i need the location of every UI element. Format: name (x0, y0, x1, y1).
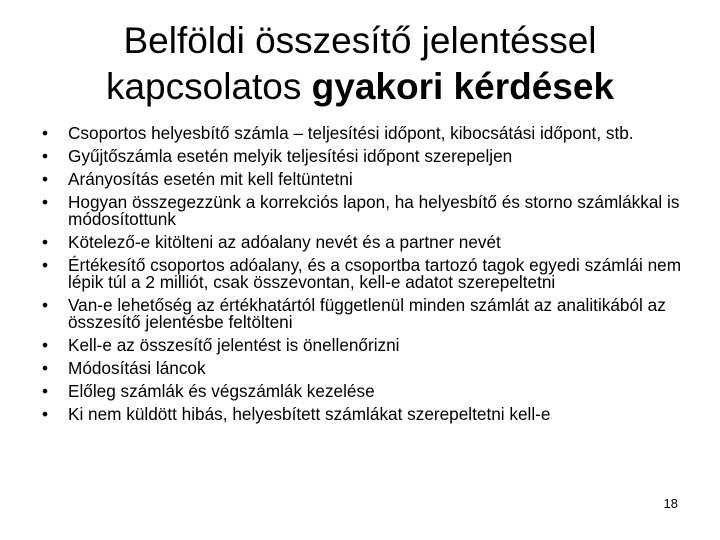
title-line-2-bold: gyakori kérdések (311, 66, 615, 107)
bullet-icon: • (42, 335, 49, 355)
bullet-item (42, 194, 702, 228)
bullet-list (42, 125, 702, 429)
bullet-text: Hogyan összegezzünk a korrekciós lapon, ha helyesbítő és storno számlákkal is módosítottunk (68, 192, 680, 229)
bullet-icon: • (42, 295, 49, 315)
bullet-item (42, 406, 702, 423)
bullet-item (42, 383, 702, 400)
bullet-text: Arányosítás esetén mit kell feltüntetni (68, 169, 353, 189)
bullet-text: Előleg számlák és végszámlák kezelése (68, 381, 375, 401)
bullet-icon: • (42, 381, 49, 401)
bullet-item (42, 360, 702, 377)
bullet-text: Kell-e az összesítő jelentést is önellenőrizni (68, 335, 400, 355)
bullet-text: Van-e lehetőség az értékhatártól függetlenül minden számlát az analitikából az összesítő jelentésbe feltölteni (68, 295, 666, 332)
bullet-item (42, 171, 702, 188)
bullet-icon: • (42, 358, 49, 378)
slide-title (40, 18, 680, 110)
bullet-icon: • (42, 123, 49, 143)
bullet-icon: • (42, 404, 49, 424)
bullet-text: Csoportos helyesbítő számla – teljesítési időpont, kibocsátási időpont, stb. (68, 123, 634, 143)
bullet-text: Értékesítő csoportos adóalany, és a csoportba tartozó tagok egyedi számlái nem lépik túl a 2 milliót, csak összevontan, kell-e adatot szerepeltetni (68, 255, 682, 292)
bullet-icon: • (42, 232, 49, 252)
bullet-item (42, 148, 702, 165)
bullet-item (42, 257, 702, 291)
bullet-icon: • (42, 255, 49, 275)
bullet-text: Módosítási láncok (68, 358, 206, 378)
title-line-1: Belföldi összesítő jelentéssel (123, 20, 597, 61)
bullet-text: Gyűjtőszámla esetén melyik teljesítési időpont szerepeljen (68, 146, 513, 166)
bullet-item (42, 337, 702, 354)
bullet-item (42, 297, 702, 331)
title-line-2-regular: kapcsolatos (105, 66, 312, 107)
bullet-item (42, 125, 702, 142)
bullet-item (42, 234, 702, 251)
page-number: 18 (663, 496, 678, 511)
bullet-text: Ki nem küldött hibás, helyesbített számlákat szerepeltetni kell-e (68, 404, 551, 424)
bullet-icon: • (42, 169, 49, 189)
bullet-icon: • (42, 146, 49, 166)
bullet-text: Kötelező-e kitölteni az adóalany nevét és a partner nevét (68, 232, 501, 252)
title-line-2 (40, 64, 680, 110)
bullet-icon: • (42, 192, 49, 212)
